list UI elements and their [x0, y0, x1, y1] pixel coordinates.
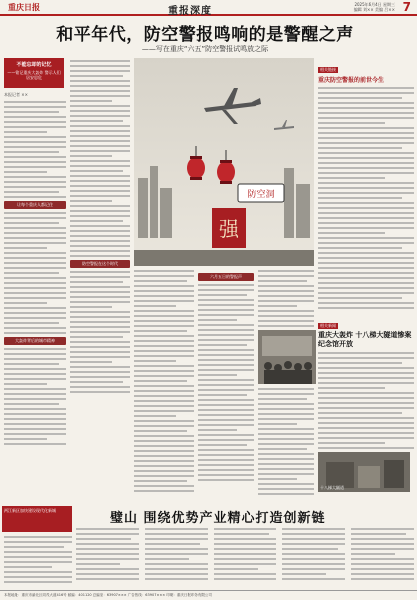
article-column-5b: [258, 388, 314, 498]
page-subhead: ——写在重庆“六五”防空警报试鸣放之际: [141, 45, 269, 53]
side-panel-title: 重庆防空警报的前世今生: [318, 77, 385, 84]
side-tag-1: 相关链接: [320, 67, 336, 72]
side-photo-caption: 十八梯大隧道: [320, 485, 344, 490]
author-line: 本报记者 ××: [4, 92, 28, 97]
section-label-2: 大轰炸背后的城市精神: [4, 337, 66, 345]
header-date: 2025年6月4日 星期三: [354, 2, 395, 7]
shelter-sign-text: 防空洞: [247, 190, 275, 200]
section-name: 重报深度: [168, 6, 212, 17]
bottom-column-4: [282, 528, 345, 583]
bottom-column-1: [76, 528, 139, 583]
illustration-svg: [134, 58, 314, 266]
side-panel-big-title: 重庆大轰炸 十八梯大隧道惨案纪念馆开放: [318, 331, 412, 348]
side-tag-2: 相关新闻: [320, 323, 336, 328]
page-footer: 本报地址：重庆市渝北区同茂大道416号 邮编：401120 总编室：63907××× 广告热线：63907××× 印刷：重庆日报印务有限公司: [0, 590, 417, 600]
article-column-1: [4, 92, 66, 448]
page-headline: 和平年代，防空警报鸣响的是警醒之声: [56, 25, 354, 45]
page-number: 7: [402, 0, 411, 14]
red-callout-title: 不能忘却的记忆: [16, 62, 52, 68]
page-header: [0, 0, 417, 16]
section-label-3: 防空警报在这个时代: [70, 260, 130, 268]
side-photo: [318, 452, 410, 492]
article-column-3: [134, 270, 194, 495]
red-callout-text: ——铭记重庆大轰炸 警示人们居安思危: [7, 70, 61, 80]
masthead: 重庆日报: [8, 2, 40, 12]
bottom-column-3: [214, 528, 277, 583]
article-column-5: [258, 270, 314, 330]
article-column-4: [198, 270, 254, 484]
banner-text: 强: [219, 217, 239, 241]
feature-illustration: [134, 58, 314, 266]
bottom-left-column: [4, 536, 72, 586]
bottom-lead-box: 两江新区加快建设现代化新城: [2, 506, 72, 532]
banner-red: [212, 208, 246, 248]
section-label-1: 让每个重庆人都记住: [4, 201, 66, 209]
side-panel: [318, 56, 414, 506]
article-column-2: [70, 60, 130, 396]
bottom-column-2: [145, 528, 208, 583]
bottom-column-5: [351, 528, 414, 583]
crowd-photo-svg: [258, 330, 316, 384]
bottom-article: [76, 528, 414, 586]
header-editor: 编辑 刘×× 美编 吕××: [353, 7, 395, 12]
section-label-4: 六月五日的警报声: [198, 273, 254, 281]
header-meta: [354, 2, 395, 12]
red-callout-box: [4, 58, 64, 88]
crowd-photo: [258, 330, 316, 384]
bottom-headline: 璧山 围绕优势产业精心打造创新链: [110, 511, 326, 526]
shelter-sign: [238, 184, 284, 202]
